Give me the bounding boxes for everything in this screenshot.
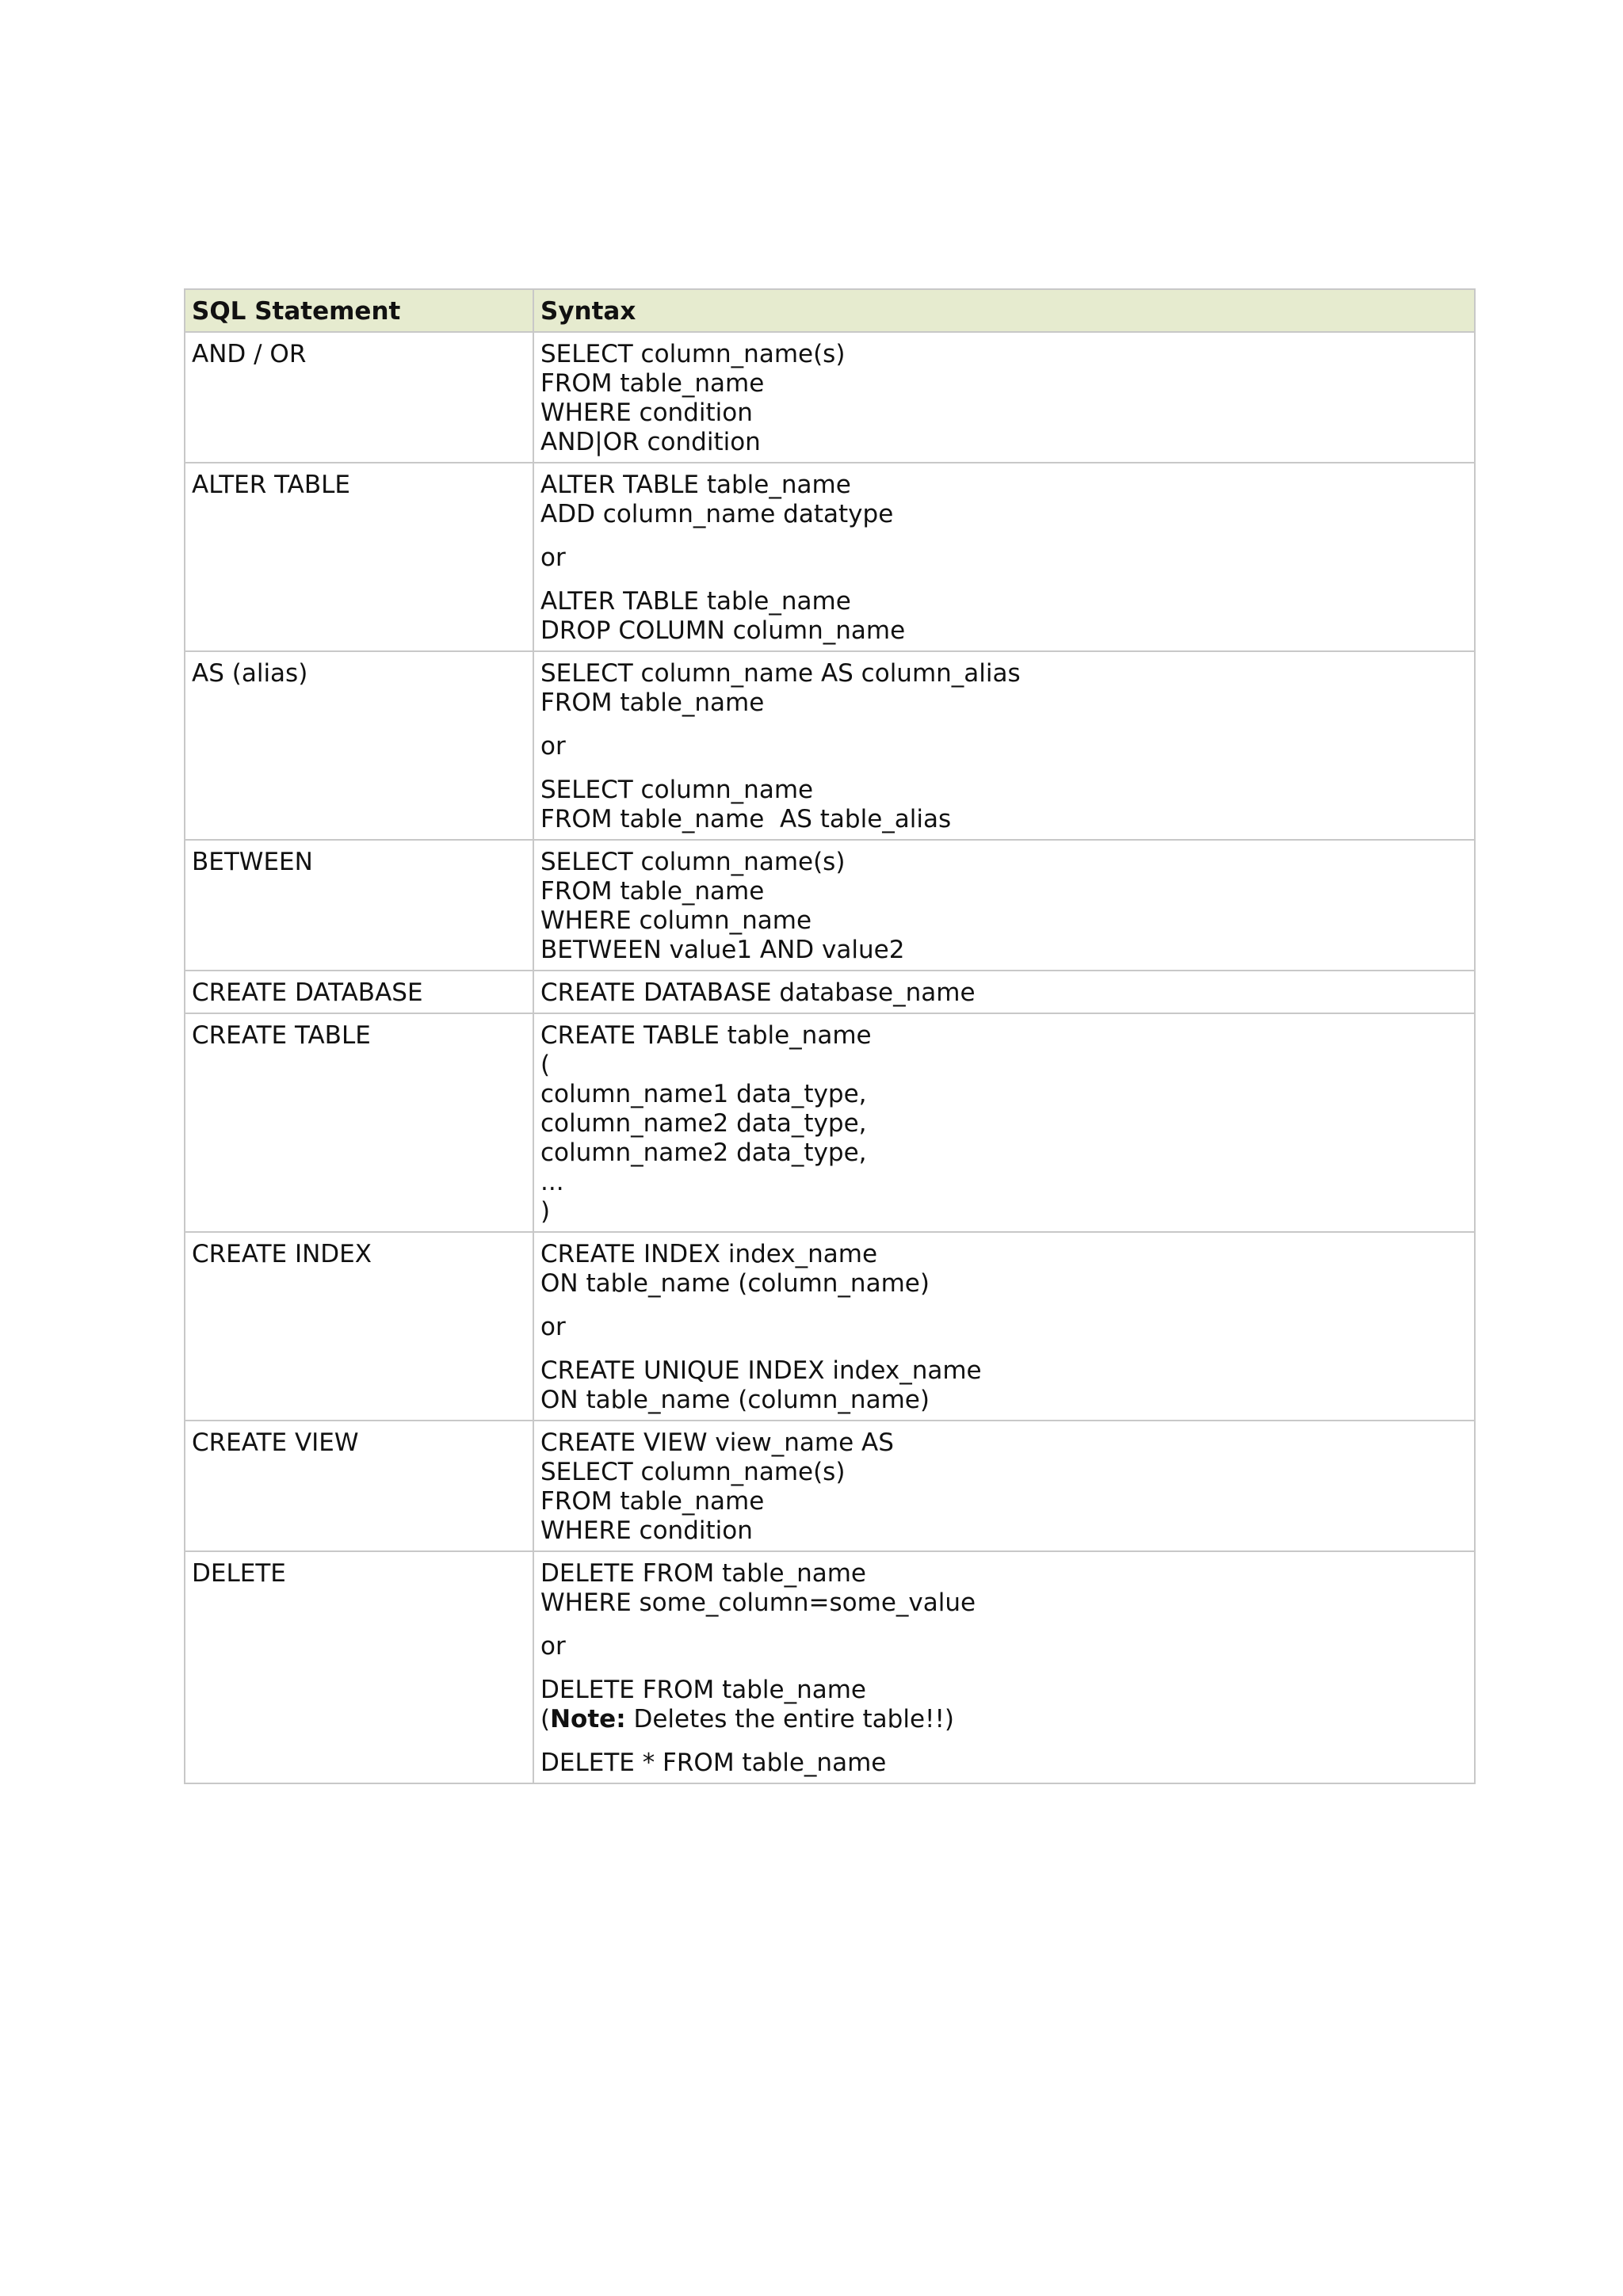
syntax-line: FROM table_name [540,369,765,398]
table-row [185,840,1475,971]
block-gap [540,529,1468,543]
header-sql-statement: SQL Statement [185,289,533,332]
statement-cell: CREATE INDEX [185,1232,533,1421]
block-gap [540,1342,1468,1356]
syntax-line: WHERE condition [540,1516,753,1545]
table-row [185,463,1475,651]
syntax-cell [533,332,1475,463]
syntax-line: ON table_name (column_name) [540,1269,930,1298]
note-label: Note: [550,1705,626,1733]
syntax-cell [533,1013,1475,1232]
syntax-cell [533,840,1475,971]
block-gap [540,761,1468,776]
block-gap [540,1734,1468,1749]
syntax-cell [533,1421,1475,1551]
syntax-line: column_name2 data_type, [540,1109,867,1138]
syntax-line: SELECT column_name(s) [540,1458,846,1486]
table-body [185,332,1475,1783]
syntax-line: DROP COLUMN column_name [540,616,906,645]
note-open-paren: ( [540,1705,551,1733]
syntax-line: ALTER TABLE table_name [540,587,851,616]
syntax-line: WHERE column_name [540,906,812,935]
syntax-line: or [540,732,566,761]
syntax-line: FROM table_name AS table_alias [540,805,952,833]
syntax-line: FROM table_name [540,1487,765,1516]
syntax-line: CREATE VIEW view_name AS [540,1428,894,1457]
syntax-line: SELECT column_name(s) [540,340,846,368]
block-gap [540,718,1468,732]
statement-cell: CREATE VIEW [185,1421,533,1551]
header-syntax: Syntax [533,289,1475,332]
sql-syntax-table [184,288,1476,1784]
table-row [185,1421,1475,1551]
syntax-line: SELECT column_name [540,776,814,804]
table-row [185,332,1475,463]
table-row [185,1551,1475,1783]
syntax-cell [533,1551,1475,1783]
table-row [185,651,1475,840]
table-header-row [185,289,1475,332]
block-gap [540,1661,1468,1676]
syntax-line: CREATE DATABASE database_name [540,978,976,1007]
statement-cell: AND / OR [185,332,533,463]
syntax-line: WHERE some_column=some_value [540,1589,976,1617]
syntax-line: DELETE FROM table_name [540,1676,866,1704]
statement-cell: AS (alias) [185,651,533,840]
syntax-line: ADD column_name datatype [540,500,894,528]
statement-cell: CREATE DATABASE [185,971,533,1013]
note-text: Deletes the entire table!!) [625,1705,954,1733]
table-row [185,1232,1475,1421]
syntax-cell [533,971,1475,1013]
block-gap [540,1299,1468,1313]
syntax-line: BETWEEN value1 AND value2 [540,936,905,964]
statement-cell: CREATE TABLE [185,1013,533,1232]
syntax-line: CREATE TABLE table_name [540,1021,872,1050]
table-row [185,971,1475,1013]
syntax-line: ... [540,1168,564,1196]
syntax-line: column_name1 data_type, [540,1080,867,1108]
block-gap [540,1618,1468,1632]
syntax-line: FROM table_name [540,688,765,717]
syntax-line: SELECT column_name AS column_alias [540,659,1021,688]
syntax-line: CREATE INDEX index_name [540,1240,878,1268]
syntax-line: DELETE FROM table_name [540,1559,866,1588]
syntax-line: SELECT column_name(s) [540,848,846,876]
syntax-cell [533,1232,1475,1421]
syntax-line: CREATE UNIQUE INDEX index_name [540,1356,982,1385]
syntax-cell [533,463,1475,651]
syntax-line: ( [540,1051,551,1079]
syntax-line: AND|OR condition [540,428,761,456]
statement-cell: BETWEEN [185,840,533,971]
syntax-line: WHERE condition [540,399,753,427]
syntax-line: or [540,1632,566,1661]
table-row [185,1013,1475,1232]
block-gap [540,573,1468,587]
statement-cell: ALTER TABLE [185,463,533,651]
syntax-line: ) [540,1197,551,1226]
syntax-line: column_name2 data_type, [540,1138,867,1167]
syntax-line: FROM table_name [540,877,765,906]
syntax-line: ON table_name (column_name) [540,1386,930,1414]
syntax-line: or [540,1313,566,1341]
note-line [540,1705,1468,1734]
syntax-line: ALTER TABLE table_name [540,471,851,499]
syntax-cell [533,651,1475,840]
syntax-line: DELETE * FROM table_name [540,1749,887,1777]
statement-cell: DELETE [185,1551,533,1783]
syntax-line: or [540,543,566,572]
